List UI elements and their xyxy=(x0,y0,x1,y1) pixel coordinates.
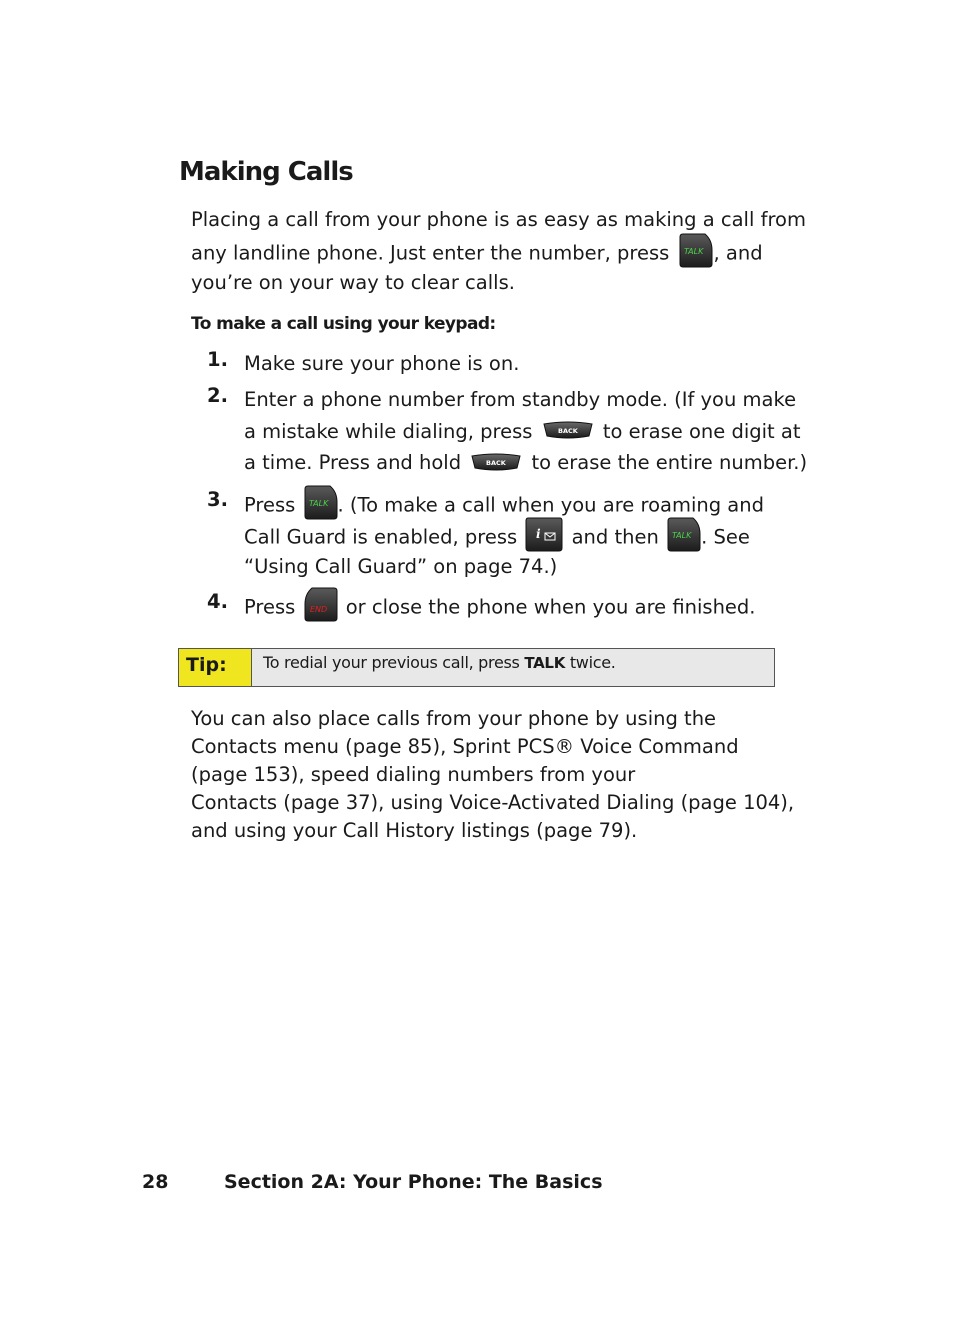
talk-key-label: TALK xyxy=(672,530,692,540)
step-text: Call Guard is enabled, press xyxy=(244,525,518,548)
back-key-icon xyxy=(471,453,521,471)
step-number: 3. xyxy=(207,488,228,511)
intro-text: any landline phone. Just enter the number, press xyxy=(191,241,670,264)
step-text: Press xyxy=(244,595,296,619)
tip-label-cell xyxy=(179,649,252,686)
subheading: To make a call using your keypad: xyxy=(191,314,496,334)
back-key-icon xyxy=(543,421,593,439)
step-line xyxy=(244,590,756,622)
back-key-label: BACK xyxy=(557,427,578,435)
talk-key-icon xyxy=(304,484,338,520)
step-text: to erase one digit at xyxy=(602,419,801,443)
step-line: “Using Call Guard” on page 74.) xyxy=(244,555,558,578)
talk-key-icon xyxy=(667,516,701,552)
back-key-label: BACK xyxy=(486,458,507,467)
step-2-text xyxy=(244,384,807,479)
step-line: Enter a phone number from standby mode. (If you make xyxy=(244,388,797,411)
talk-key-label: TALK xyxy=(308,499,328,508)
outro-line: (page 153), speed dialing numbers from your xyxy=(191,763,636,786)
tip-text-before: To redial your previous call, press xyxy=(263,653,520,672)
talk-key-icon xyxy=(679,232,713,268)
outro-paragraph xyxy=(191,705,794,845)
step-line xyxy=(244,447,807,479)
step-number: 4. xyxy=(207,590,228,613)
step-text: . See xyxy=(701,525,750,548)
step-text: a mistake while dialing, press xyxy=(244,419,533,443)
step-text: Press xyxy=(244,493,296,517)
section-title: Section 2A: Your Phone: The Basics xyxy=(224,1171,603,1193)
talk-key-label: TALK xyxy=(684,246,704,256)
intro-line-3: you’re on your way to clear calls. xyxy=(191,271,515,294)
outro-line: You can also place calls from your phone by using the xyxy=(191,707,717,730)
tip-text-after: twice. xyxy=(569,653,616,672)
step-text: . (To make a call when you are roaming and xyxy=(337,493,764,517)
tip-label: Tip: xyxy=(186,654,227,676)
intro-paragraph xyxy=(191,204,806,299)
end-key-icon xyxy=(304,586,338,622)
intro-text: , and xyxy=(713,241,763,264)
page-title: Making Calls xyxy=(179,157,353,187)
tip-text xyxy=(263,653,616,672)
end-key-label: END xyxy=(309,605,327,614)
outro-line: Contacts (page 37), using Voice-Activated Dialing (page 104), xyxy=(191,791,795,814)
outro-line: and using your Call History listings (page 79). xyxy=(191,819,638,842)
menu-key-label: i xyxy=(536,526,541,541)
step-number: 1. xyxy=(207,348,228,371)
tip-key-name: TALK xyxy=(524,654,566,672)
step-text: to erase the entire number.) xyxy=(531,451,808,474)
step-text: Make sure your phone is on. xyxy=(244,352,520,375)
outro-line: Contacts menu (page 85), Sprint PCS® Voice Command xyxy=(191,735,739,758)
step-line xyxy=(244,520,764,552)
step-3-text xyxy=(244,488,764,583)
step-number: 2. xyxy=(207,384,228,407)
intro-line-2 xyxy=(191,236,806,268)
intro-line-1: Placing a call from your phone is as easy as making a call from xyxy=(191,208,806,231)
step-text: and then xyxy=(571,525,659,548)
step-line xyxy=(244,416,807,448)
page-number: 28 xyxy=(142,1171,169,1193)
menu-key-icon xyxy=(525,516,563,552)
tip-box xyxy=(178,648,775,687)
step-text: a time. Press and hold xyxy=(244,451,462,474)
step-text: or close the phone when you are finished. xyxy=(345,595,756,619)
step-4-text xyxy=(244,590,756,622)
